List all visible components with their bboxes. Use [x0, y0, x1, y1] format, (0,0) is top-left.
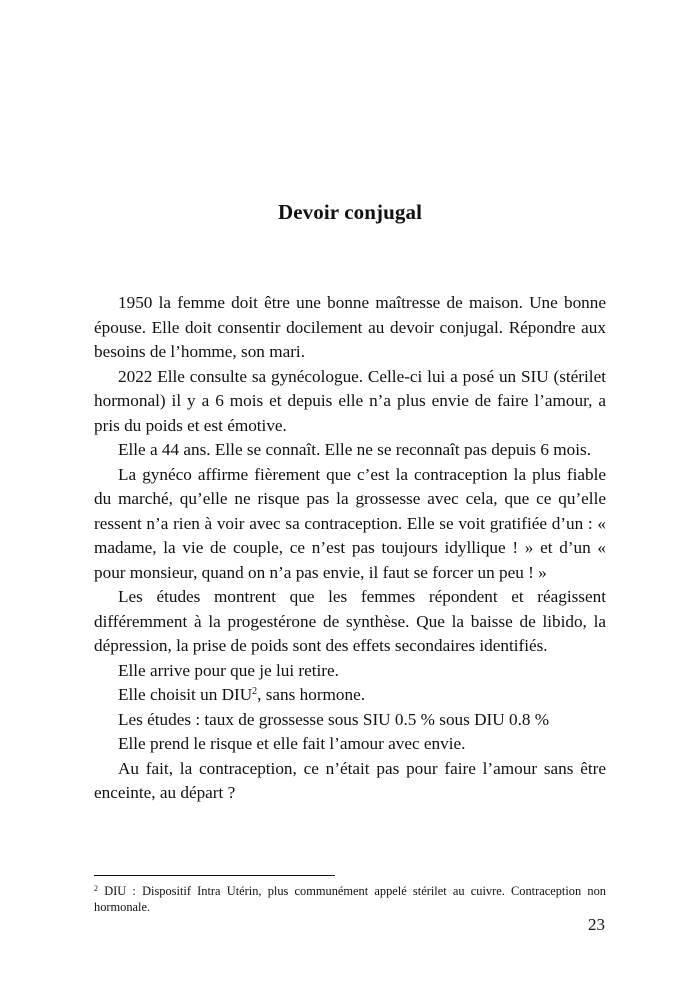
- page-number: 23: [588, 915, 605, 934]
- body-text: [94, 291, 606, 806]
- paragraph: Elle arrive pour que je lui retire.: [118, 660, 339, 680]
- paragraph: Au fait, la contraception, ce n’était pas pour faire l’amour sans être enceinte, au départ ?: [94, 758, 606, 802]
- paragraph: Elle a 44 ans. Elle se connaît. Elle ne se reconnaît pas depuis 6 mois.: [118, 440, 592, 459]
- footnote-marker: 2: [94, 884, 98, 893]
- chapter-title: Devoir conjugal: [277, 200, 423, 224]
- footnote-separator: [94, 875, 335, 876]
- footnote-text: DIU : Dispositif Intra Utérin, plus communément appelé stérilet au cuivre. Contraception non hormonale.: [94, 884, 606, 914]
- paragraph-text: Elle choisit un DIU: [118, 685, 253, 704]
- paragraph: 1950 la femme doit être une bonne maîtresse de maison. Une bonne épouse. Elle doit consentir docilement au devoir conjugal. Répondre aux besoins de l’homme, son mari.: [94, 293, 606, 361]
- paragraph: 2022 Elle consulte sa gynécologue. Celle-ci lui a posé un SIU (stérilet hormonal) il y a 6 mois et depuis elle n’a plus envie de faire l’amour, a pris du poids et est émotive.: [94, 366, 606, 435]
- paragraph: La gynéco affirme fièrement que c’est la contraception la plus fiable du marché, qu’elle ne risque pas la grossesse avec cela, que ce qu’elle ressent n’a rien à voir avec sa contraception. Elle se voit gratifiée d’un : « madame, la vie de couple, ce n’est pas toujours idyllique ! » et d’un « pour monsieur, quand on n’a pas envie, il faut se forcer un peu ! »: [94, 464, 606, 582]
- paragraph: Les études montrent que les femmes répondent et réagissent différemment à la progestérone de synthèse. Que la baisse de libido, la dépression, la prise de poids sont des effets secondaires identifiés.: [94, 587, 606, 655]
- footnote: [94, 883, 606, 915]
- paragraph: Elle prend le risque et elle fait l’amour avec envie.: [118, 734, 466, 753]
- paragraph: Les études : taux de grossesse sous SIU 0.5 % sous DIU 0.8 %: [118, 709, 550, 729]
- paragraph-text: , sans hormone.: [257, 685, 366, 704]
- footnote-reference[interactable]: 2: [252, 686, 258, 697]
- paragraph: [94, 683, 606, 708]
